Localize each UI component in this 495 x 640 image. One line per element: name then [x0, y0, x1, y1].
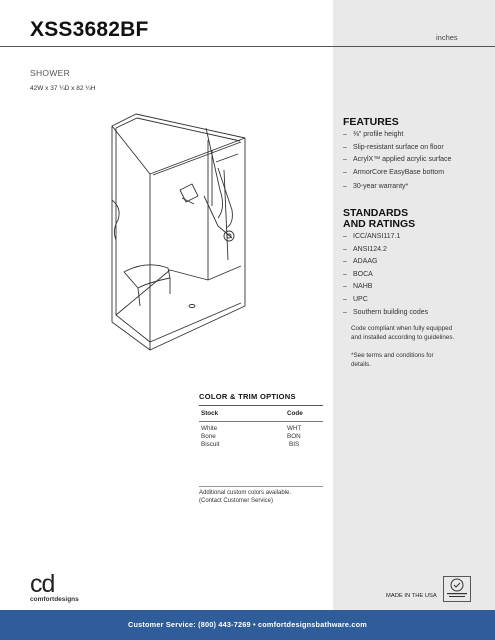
list-item: – AcrylX™ applied acrylic surface — [343, 156, 452, 164]
certification-seal-icon — [443, 576, 471, 602]
list-item: – ADAAG — [343, 258, 378, 266]
customer-service-contact[interactable]: Customer Service: (800) 443-7269 • comfortdesignsbathware.com — [127, 620, 368, 629]
list-item: – Slip-resistant surface on floor — [343, 143, 444, 151]
list-item: – 30-year warranty* — [343, 183, 409, 191]
table-cell-code: BON — [287, 433, 301, 440]
standards-list — [343, 231, 428, 319]
made-in-usa-label: MADE IN THE USA — [386, 593, 437, 599]
color-options-heading: COLOR & TRIM OPTIONS — [199, 392, 296, 401]
divider — [199, 421, 323, 422]
divider — [199, 486, 323, 487]
features-heading: FEATURES — [343, 116, 399, 128]
comfort-designs-logo — [30, 572, 79, 603]
table-cell-stock: Biscuit — [201, 441, 220, 448]
list-item: – ANSI124.2 — [343, 245, 387, 253]
list-item: – NAHB — [343, 283, 373, 291]
footer-bar — [0, 610, 495, 640]
table-cell-stock: White — [201, 425, 218, 432]
product-type: SHOWER — [30, 68, 71, 78]
table-cell-stock: Bone — [201, 433, 216, 440]
header-rule — [0, 46, 495, 47]
code-column-header: Code — [287, 410, 303, 417]
product-title: XSS3682BF — [30, 18, 149, 41]
standards-heading-line1: STANDARDS — [343, 207, 409, 219]
standards-heading-line2: AND RATINGS — [343, 218, 416, 230]
shower-illustration — [108, 110, 268, 360]
table-cell-code: WHT — [287, 425, 302, 432]
compliance-note: Code compliant when fully equipped and installed according to guidelines. — [351, 325, 455, 341]
logo-wordmark: comfortdesigns — [30, 596, 79, 603]
features-list — [343, 129, 451, 194]
list-item: – BOCA — [343, 270, 373, 278]
custom-colors-note: Additional custom colors available. (Contact Customer Service) — [199, 490, 292, 504]
list-item: – ⅜" profile height — [343, 131, 404, 138]
table-cell-code: BIS — [289, 441, 300, 448]
product-dimensions: 42W x 37 ¼D x 82 ¼H — [30, 85, 96, 92]
list-item: – UPC — [343, 295, 368, 303]
terms-note: *See terms and conditions for details. — [351, 352, 434, 368]
list-item: – Southern building codes — [343, 308, 429, 316]
list-item: – ICC/ANSI117.1 — [343, 233, 401, 240]
divider — [199, 405, 323, 406]
list-item: – ArmorCore EasyBase bottom — [343, 168, 445, 176]
stock-column-header: Stock — [201, 410, 219, 417]
logo-mark: cd — [30, 570, 55, 598]
units-label: inches — [436, 33, 458, 42]
